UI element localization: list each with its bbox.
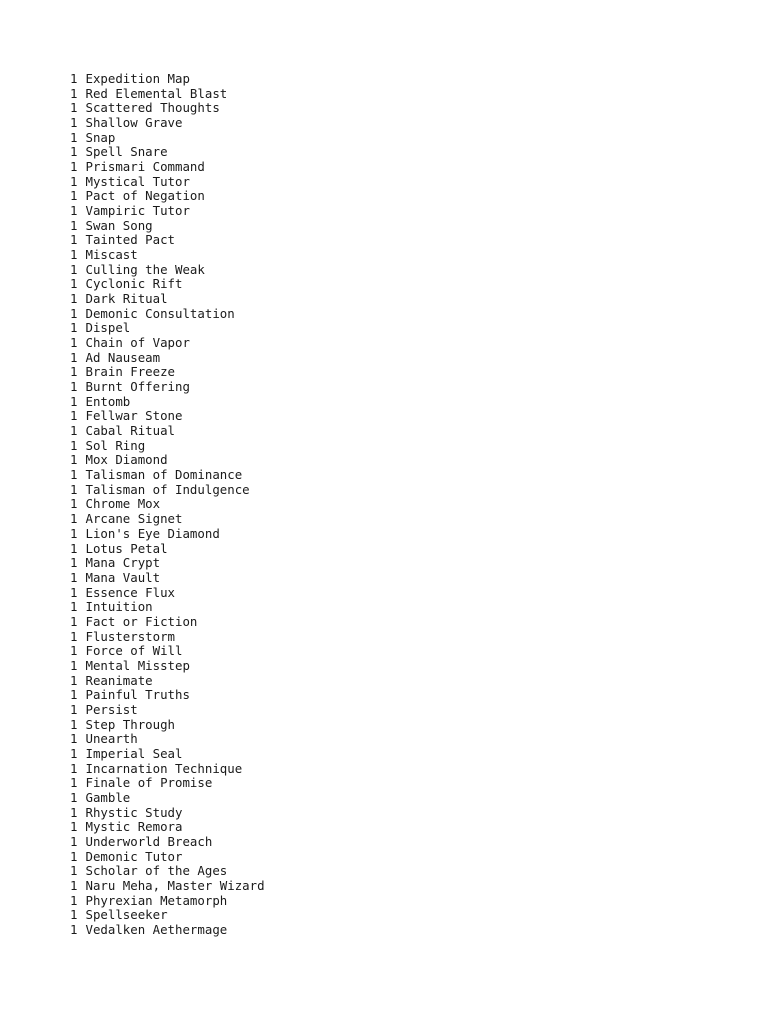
card-line bbox=[70, 806, 265, 821]
card-name: Phyrexian Metamorph bbox=[85, 892, 228, 908]
card-quantity: 1 bbox=[70, 188, 78, 204]
card-quantity: 1 bbox=[70, 335, 78, 351]
card-quantity: 1 bbox=[70, 437, 78, 453]
card-line bbox=[70, 277, 265, 292]
card-line bbox=[70, 659, 265, 674]
card-quantity: 1 bbox=[70, 408, 78, 424]
card-quantity: 1 bbox=[70, 819, 78, 835]
card-quantity: 1 bbox=[70, 555, 78, 571]
card-line bbox=[70, 908, 265, 923]
card-line bbox=[70, 380, 265, 395]
card-name: Swan Song bbox=[85, 217, 153, 233]
card-quantity: 1 bbox=[70, 657, 78, 673]
card-name: Demonic Consultation bbox=[85, 305, 235, 321]
card-name: Scholar of the Ages bbox=[85, 863, 228, 879]
card-line bbox=[70, 321, 265, 336]
card-name: Shallow Grave bbox=[85, 115, 183, 131]
card-name: Fact or Fiction bbox=[85, 613, 198, 629]
card-quantity: 1 bbox=[70, 85, 78, 101]
card-line bbox=[70, 512, 265, 527]
card-name: Talisman of Dominance bbox=[85, 467, 243, 483]
card-line bbox=[70, 718, 265, 733]
card-quantity: 1 bbox=[70, 276, 78, 292]
card-name: Unearth bbox=[85, 731, 138, 747]
card-quantity: 1 bbox=[70, 100, 78, 116]
card-line bbox=[70, 439, 265, 454]
card-quantity: 1 bbox=[70, 247, 78, 263]
card-name: Persist bbox=[85, 701, 138, 717]
card-name: Gamble bbox=[85, 789, 131, 805]
card-name: Cabal Ritual bbox=[85, 423, 176, 439]
card-quantity: 1 bbox=[70, 760, 78, 776]
card-quantity: 1 bbox=[70, 232, 78, 248]
card-line bbox=[70, 395, 265, 410]
card-line bbox=[70, 571, 265, 586]
card-name: Mox Diamond bbox=[85, 452, 168, 468]
card-quantity: 1 bbox=[70, 203, 78, 219]
card-name: Force of Will bbox=[85, 643, 183, 659]
card-quantity: 1 bbox=[70, 393, 78, 409]
card-quantity: 1 bbox=[70, 672, 78, 688]
card-line bbox=[70, 615, 265, 630]
card-name: Demonic Tutor bbox=[85, 848, 183, 864]
card-name: Underworld Breach bbox=[85, 833, 213, 849]
card-line bbox=[70, 542, 265, 557]
card-quantity: 1 bbox=[70, 731, 78, 747]
card-quantity: 1 bbox=[70, 907, 78, 923]
card-quantity: 1 bbox=[70, 775, 78, 791]
card-quantity: 1 bbox=[70, 848, 78, 864]
card-quantity: 1 bbox=[70, 628, 78, 644]
card-line bbox=[70, 87, 265, 102]
card-line bbox=[70, 791, 265, 806]
card-line bbox=[70, 116, 265, 131]
card-line bbox=[70, 351, 265, 366]
card-quantity: 1 bbox=[70, 159, 78, 175]
card-quantity: 1 bbox=[70, 892, 78, 908]
card-line bbox=[70, 233, 265, 248]
card-quantity: 1 bbox=[70, 217, 78, 233]
card-line bbox=[70, 879, 265, 894]
card-quantity: 1 bbox=[70, 877, 78, 893]
card-line bbox=[70, 160, 265, 175]
card-name: Expedition Map bbox=[85, 71, 190, 86]
card-name: Mana Crypt bbox=[85, 555, 161, 571]
card-quantity: 1 bbox=[70, 71, 78, 86]
card-name: Vampiric Tutor bbox=[85, 203, 190, 219]
card-quantity: 1 bbox=[70, 643, 78, 659]
card-line bbox=[70, 776, 265, 791]
card-name: Mana Vault bbox=[85, 569, 161, 585]
card-line bbox=[70, 365, 265, 380]
card-line bbox=[70, 307, 265, 322]
card-name: Naru Meha, Master Wizard bbox=[85, 877, 265, 893]
card-line bbox=[70, 468, 265, 483]
card-quantity: 1 bbox=[70, 701, 78, 717]
card-name: Chain of Vapor bbox=[85, 335, 190, 351]
card-quantity: 1 bbox=[70, 804, 78, 820]
card-quantity: 1 bbox=[70, 599, 78, 615]
card-line bbox=[70, 600, 265, 615]
card-name: Mental Misstep bbox=[85, 657, 190, 673]
card-quantity: 1 bbox=[70, 525, 78, 541]
card-name: Rhystic Study bbox=[85, 804, 183, 820]
card-name: Essence Flux bbox=[85, 584, 176, 600]
card-name: Culling the Weak bbox=[85, 261, 205, 277]
card-line bbox=[70, 630, 265, 645]
card-quantity: 1 bbox=[70, 144, 78, 160]
card-name: Imperial Seal bbox=[85, 745, 183, 761]
card-line bbox=[70, 248, 265, 263]
card-name: Dispel bbox=[85, 320, 131, 336]
card-line bbox=[70, 644, 265, 659]
card-name: Lotus Petal bbox=[85, 540, 168, 556]
card-name: Step Through bbox=[85, 716, 176, 732]
card-line bbox=[70, 864, 265, 879]
card-quantity: 1 bbox=[70, 364, 78, 380]
card-quantity: 1 bbox=[70, 261, 78, 277]
card-line bbox=[70, 747, 265, 762]
card-name: Spell Snare bbox=[85, 144, 168, 160]
card-line bbox=[70, 292, 265, 307]
card-quantity: 1 bbox=[70, 569, 78, 585]
card-line bbox=[70, 424, 265, 439]
card-name: Arcane Signet bbox=[85, 511, 183, 527]
card-line bbox=[70, 527, 265, 542]
card-name: Burnt Offering bbox=[85, 379, 190, 395]
card-quantity: 1 bbox=[70, 584, 78, 600]
card-quantity: 1 bbox=[70, 789, 78, 805]
card-name: Red Elemental Blast bbox=[85, 85, 228, 101]
card-name: Pact of Negation bbox=[85, 188, 205, 204]
card-name: Finale of Promise bbox=[85, 775, 213, 791]
card-line bbox=[70, 453, 265, 468]
card-line bbox=[70, 263, 265, 278]
card-line bbox=[70, 189, 265, 204]
card-line bbox=[70, 835, 265, 850]
card-line bbox=[70, 101, 265, 116]
card-name: Sol Ring bbox=[85, 437, 146, 453]
card-name: Dark Ritual bbox=[85, 291, 168, 307]
card-name: Reanimate bbox=[85, 672, 153, 688]
card-quantity: 1 bbox=[70, 540, 78, 556]
card-name: Vedalken Aethermage bbox=[85, 921, 228, 937]
card-quantity: 1 bbox=[70, 863, 78, 879]
card-line bbox=[70, 409, 265, 424]
card-quantity: 1 bbox=[70, 745, 78, 761]
card-quantity: 1 bbox=[70, 511, 78, 527]
card-quantity: 1 bbox=[70, 320, 78, 336]
card-line bbox=[70, 762, 265, 777]
card-line bbox=[70, 586, 265, 601]
card-name: Fellwar Stone bbox=[85, 408, 183, 424]
card-name: Chrome Mox bbox=[85, 496, 161, 512]
card-line bbox=[70, 72, 265, 87]
card-name: Cyclonic Rift bbox=[85, 276, 183, 292]
card-name: Talisman of Indulgence bbox=[85, 481, 250, 497]
card-quantity: 1 bbox=[70, 613, 78, 629]
card-name: Tainted Pact bbox=[85, 232, 176, 248]
card-quantity: 1 bbox=[70, 921, 78, 937]
card-name: Brain Freeze bbox=[85, 364, 176, 380]
card-name: Spellseeker bbox=[85, 907, 168, 923]
card-name: Scattered Thoughts bbox=[85, 100, 220, 116]
card-line bbox=[70, 175, 265, 190]
card-quantity: 1 bbox=[70, 496, 78, 512]
card-name: Flusterstorm bbox=[85, 628, 176, 644]
card-name: Incarnation Technique bbox=[85, 760, 243, 776]
card-name: Snap bbox=[85, 129, 116, 145]
card-quantity: 1 bbox=[70, 305, 78, 321]
card-name: Mystic Remora bbox=[85, 819, 183, 835]
card-line bbox=[70, 131, 265, 146]
card-quantity: 1 bbox=[70, 173, 78, 189]
card-line bbox=[70, 850, 265, 865]
card-line bbox=[70, 894, 265, 909]
card-quantity: 1 bbox=[70, 129, 78, 145]
card-line bbox=[70, 732, 265, 747]
card-line bbox=[70, 820, 265, 835]
card-quantity: 1 bbox=[70, 291, 78, 307]
card-quantity: 1 bbox=[70, 452, 78, 468]
card-name: Ad Nauseam bbox=[85, 349, 161, 365]
card-list bbox=[70, 72, 265, 938]
card-line bbox=[70, 688, 265, 703]
card-name: Prismari Command bbox=[85, 159, 205, 175]
card-line bbox=[70, 497, 265, 512]
card-name: Mystical Tutor bbox=[85, 173, 190, 189]
card-quantity: 1 bbox=[70, 467, 78, 483]
card-quantity: 1 bbox=[70, 423, 78, 439]
card-line bbox=[70, 923, 265, 938]
card-line bbox=[70, 145, 265, 160]
card-line bbox=[70, 556, 265, 571]
card-quantity: 1 bbox=[70, 687, 78, 703]
card-line bbox=[70, 219, 265, 234]
card-line bbox=[70, 674, 265, 689]
card-quantity: 1 bbox=[70, 379, 78, 395]
card-quantity: 1 bbox=[70, 716, 78, 732]
card-line bbox=[70, 204, 265, 219]
card-quantity: 1 bbox=[70, 833, 78, 849]
card-name: Entomb bbox=[85, 393, 131, 409]
card-line bbox=[70, 703, 265, 718]
card-name: Lion's Eye Diamond bbox=[85, 525, 220, 541]
card-line bbox=[70, 483, 265, 498]
card-quantity: 1 bbox=[70, 481, 78, 497]
card-name: Miscast bbox=[85, 247, 138, 263]
card-quantity: 1 bbox=[70, 115, 78, 131]
card-line bbox=[70, 336, 265, 351]
card-name: Intuition bbox=[85, 599, 153, 615]
card-name: Painful Truths bbox=[85, 687, 190, 703]
card-quantity: 1 bbox=[70, 349, 78, 365]
